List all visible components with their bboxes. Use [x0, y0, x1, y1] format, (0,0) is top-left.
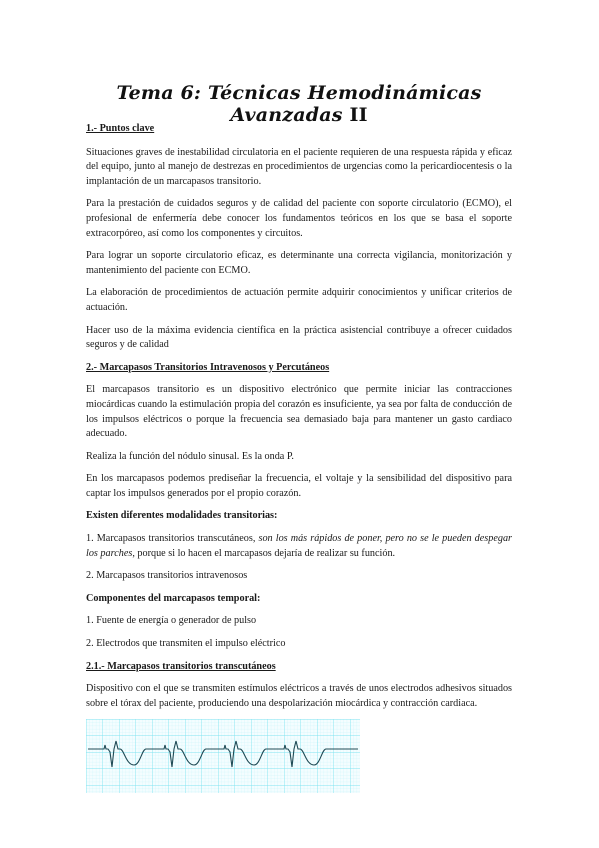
paragraph: Realiza la función del nódulo sinusal. Es la onda P. — [86, 450, 294, 462]
ecg-grid — [86, 719, 360, 793]
paragraph: La elaboración de procedimientos de actuación permite adquirir conocimientos y unificar criterios de actuación. — [86, 287, 512, 313]
title-text: Tema 6: Técnicas Hemodinámicas Avanzadas — [116, 82, 482, 126]
modality-item-1 — [86, 532, 512, 561]
paragraph: El marcapasos transitorio es un dispositivo electrónico que permite iniciar las contracciones miocárdicas cuando la estimulación propia del corazón es insuficiente, ya sea por falta de conducción de los impulsos eléctricos o porque la frecuencia sea demasiado baja para mantener un gasto cardiaco adecuado. — [86, 384, 513, 440]
section-2-1-heading: 2.1.- Marcapasos transitorios transcutáneos — [86, 660, 276, 672]
modalities-heading: Existen diferentes modalidades transitorias: — [86, 510, 278, 522]
components-heading: Componentes del marcapasos temporal: — [86, 592, 261, 604]
paragraph: Para la prestación de cuidados seguros y de calidad del paciente con soporte circulatorio (ECMO), el profesional de enfermería debe conocer los fundamentos teóricos en los que se basa el soporte extracorpóreo, así como los componentes y circuitos. — [86, 198, 512, 239]
ecg-strip-image — [86, 719, 360, 793]
paragraph: Hacer uso de la máxima evidencia científica en la práctica asistencial contribuye a ofrecer cuidados seguros y de calidad — [86, 324, 512, 351]
paragraph: Situaciones graves de inestabilidad circulatoria en el paciente requieren de una respuesta rápida y eficaz del equipo, junto al manejo de destrezas en procedimientos de urgencias como la pericardiocentesis o la implantación de un marcapasos transitorio. — [86, 146, 512, 187]
modality-1-tail: , porque si lo hacen el marcapasos dejaría de realizar su función. — [132, 547, 396, 559]
section-2-heading: 2.- Marcapasos Transitorios Intravenosos y Percutáneos — [86, 361, 330, 373]
paragraph: En los marcapasos podemos prediseñar la frecuencia, el voltaje y la sensibilidad del dispositivo para captar los impulsos generados por el propio corazón. — [86, 473, 512, 499]
title-numeral: II — [349, 104, 368, 126]
component-item-1: 1. Fuente de energía o generador de pulso — [86, 615, 257, 627]
modality-1-name: 1. Marcapasos transitorios transcutáneos, — [86, 533, 259, 545]
component-item-2: 2. Electrodos que transmiten el impulso eléctrico — [86, 638, 286, 650]
modality-item-2: 2. Marcapasos transitorios intravenosos — [86, 570, 248, 582]
paragraph: Dispositivo con el que se transmiten estímulos eléctricos a través de unos electrodos adhesivos situados sobre el tórax del paciente, produciendo una despolarización miocárdica y contracción cardiaca. — [86, 683, 512, 709]
document-title — [86, 0, 512, 126]
section-1-heading: 1.- Puntos clave — [86, 123, 155, 134]
paragraph: Para lograr un soporte circulatorio eficaz, es determinante una correcta vigilancia, monitorización y mantenimiento del paciente con ECMO. — [86, 250, 512, 276]
modality-1-note: son los más rápidos de poner, pero no se le pueden despegar los parches — [86, 533, 512, 559]
